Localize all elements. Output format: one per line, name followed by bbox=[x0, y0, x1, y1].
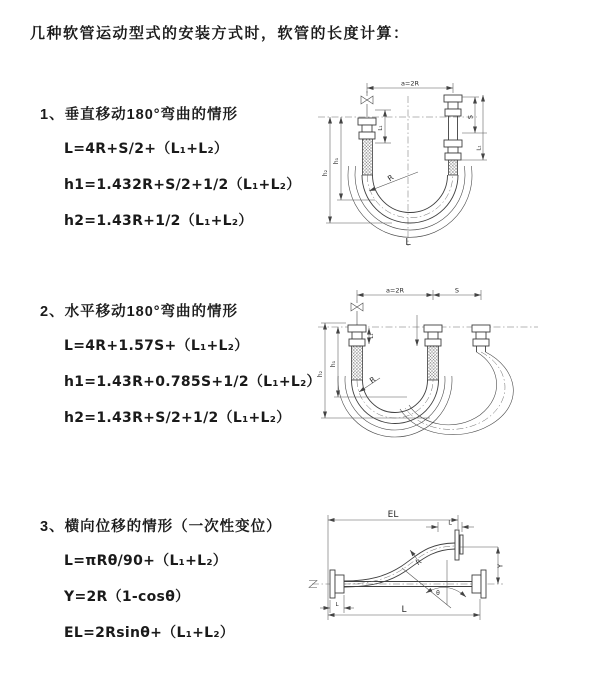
dimension-l1-right bbox=[477, 95, 484, 160]
right-hose-fitting bbox=[472, 325, 490, 352]
section-heading: 1、垂直移动180°弯曲的情形 bbox=[40, 107, 239, 123]
dimension-l-fitting-left bbox=[320, 595, 354, 613]
angle-label-theta: θ bbox=[436, 590, 440, 597]
dimension-l1-left bbox=[375, 110, 391, 143]
hose-u-bend bbox=[348, 166, 472, 237]
dim-label-y: Y bbox=[496, 563, 505, 569]
middle-hose-fitting bbox=[424, 325, 442, 380]
radius-label: R bbox=[385, 172, 396, 184]
section-vertical-movement bbox=[40, 103, 301, 232]
dim-label-el: EL bbox=[387, 510, 399, 520]
valve-icon bbox=[361, 91, 373, 117]
diagram-horizontal-180-bend bbox=[312, 286, 544, 448]
right-flange bbox=[472, 570, 486, 598]
dim-label-l-fitting: L bbox=[335, 602, 339, 608]
formula-length: L=4R+1.57S+（L₁+L₂） bbox=[64, 338, 249, 354]
formula-h1: h1=1.43R+0.785S+1/2（L₁+L₂） bbox=[64, 374, 321, 390]
dimension-a2r bbox=[367, 80, 453, 94]
dim-label-s: S bbox=[466, 114, 475, 120]
right-hose-fitting bbox=[444, 95, 462, 175]
dimension-l1 bbox=[369, 315, 417, 346]
valve-icon bbox=[351, 300, 363, 325]
diagram-vertical-180-bend bbox=[312, 76, 502, 252]
dim-label-a2r: a=2R bbox=[400, 79, 420, 88]
formula-length: L=4R+S/2+（L₁+L₂） bbox=[64, 141, 229, 157]
diagram-lateral-displacement bbox=[298, 503, 515, 643]
dim-label-l: L bbox=[401, 605, 407, 615]
section-lateral-displacement bbox=[40, 515, 282, 644]
radius-label: R bbox=[414, 557, 424, 568]
section-horizontal-movement bbox=[40, 300, 321, 429]
dimension-a2r-s bbox=[357, 287, 481, 301]
dimension-l bbox=[328, 599, 480, 620]
length-label: L bbox=[405, 237, 411, 248]
dim-label-l1: L₁ bbox=[476, 145, 483, 151]
dim-label-l1: L₁ bbox=[369, 333, 375, 339]
dim-label-h2: h₂ bbox=[317, 370, 324, 378]
left-hose-fitting bbox=[348, 325, 366, 380]
dimension-l-fitting-top bbox=[426, 519, 474, 533]
page-title: 几种软管运动型式的安装方式时，软管的长度计算： bbox=[30, 25, 410, 42]
raised-flange bbox=[455, 530, 463, 560]
section-heading: 2、水平移动180°弯曲的情形 bbox=[40, 304, 239, 320]
dim-label-s: S bbox=[454, 286, 460, 295]
displaced-hose-s-curve bbox=[344, 543, 455, 587]
dim-label-a2r: a=2R bbox=[385, 286, 405, 295]
section-heading: 3、横向位移的情形（一次性变位） bbox=[40, 519, 282, 535]
formula-h2: h2=1.43R+1/2（L₁+L₂） bbox=[64, 213, 253, 229]
hose-u-bend bbox=[338, 376, 452, 437]
dim-label-l1: L₁ bbox=[378, 125, 384, 131]
radius-callout bbox=[369, 172, 418, 191]
formula-h2: h2=1.43R+S/2+1/2（L₁+L₂） bbox=[64, 410, 291, 426]
dim-label-l-fitting: L bbox=[448, 518, 452, 527]
formula-length: L=πRθ/90+（L₁+L₂） bbox=[64, 553, 228, 569]
dim-label-h1: h₁ bbox=[333, 157, 340, 165]
left-hose-fitting bbox=[358, 118, 376, 175]
formula-y: Y=2R（1-cosθ） bbox=[64, 589, 190, 605]
left-flange bbox=[330, 570, 344, 598]
dimension-el bbox=[328, 510, 458, 620]
dim-label-h2: h₂ bbox=[322, 169, 329, 177]
radius-label: R bbox=[367, 374, 378, 386]
dimension-s bbox=[458, 97, 487, 160]
hose-u-bend-swung bbox=[400, 352, 513, 435]
dim-label-h1: h₁ bbox=[330, 360, 337, 368]
formula-h1: h1=1.432R+S/2+1/2（L₁+L₂） bbox=[64, 177, 301, 193]
formula-el: EL=2Rsinθ+（L₁+L₂） bbox=[64, 625, 235, 641]
